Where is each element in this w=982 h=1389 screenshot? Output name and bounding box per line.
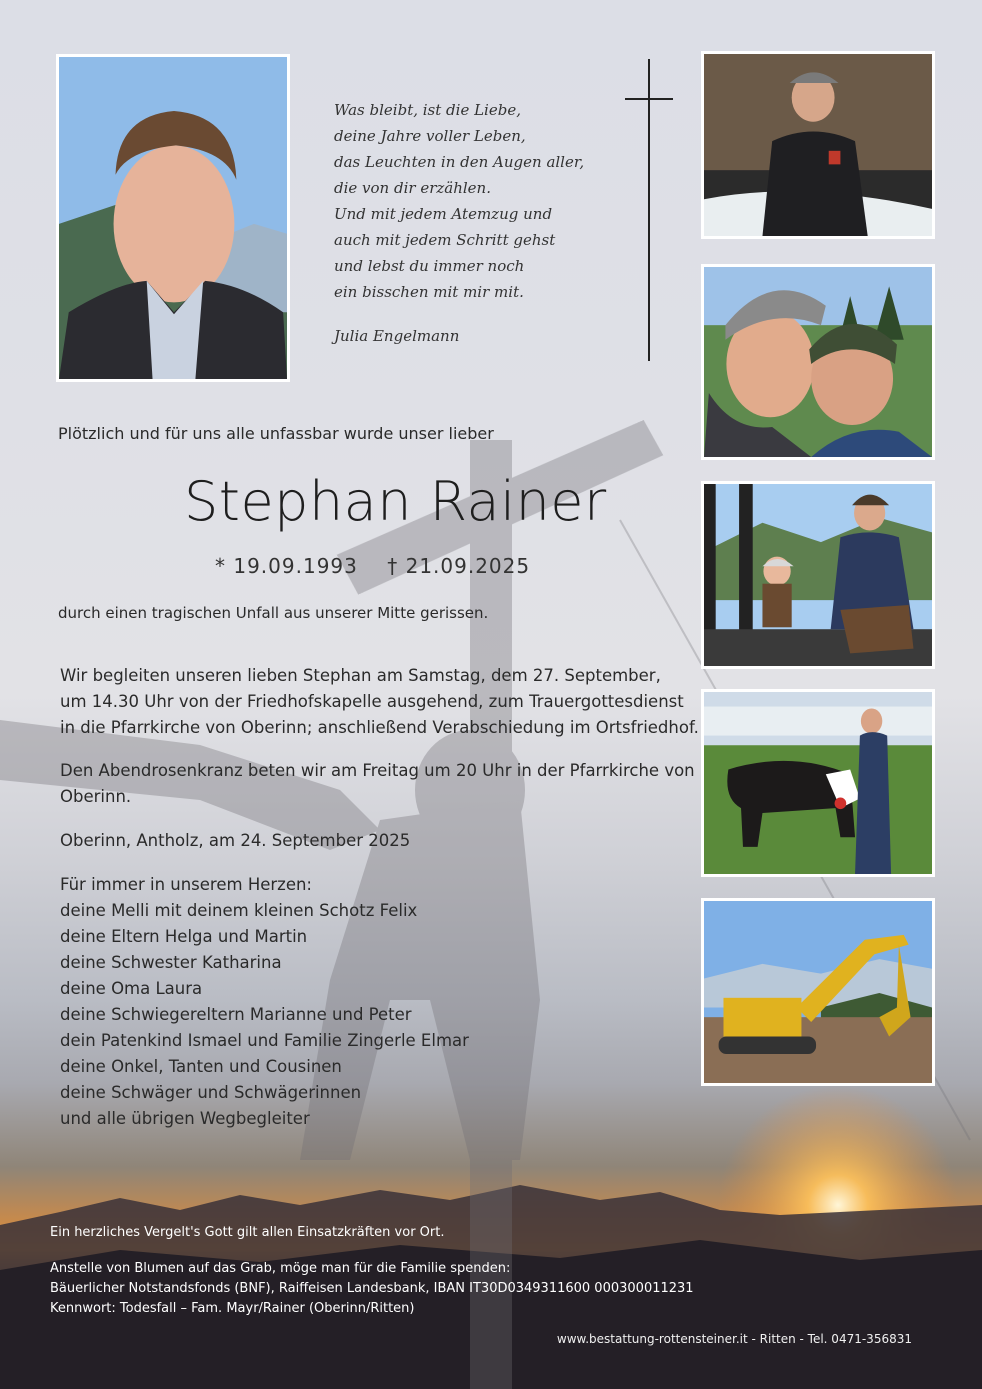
mourner-line: deine Schwäger und Schwägerinnen: [60, 1083, 362, 1102]
place-date: [60, 828, 410, 854]
mourner-line: deine Eltern Helga und Martin: [60, 927, 308, 946]
mourner-line: deine Melli mit deinem kleinen Schotz Felix: [60, 901, 418, 920]
poem-line: ein bisschen mit mir mit.: [334, 283, 524, 301]
death-date: † 21.09.2025: [387, 554, 531, 578]
rosary-line: Oberinn.: [60, 787, 132, 806]
place-date-text: Oberinn, Antholz, am 24. September 2025: [60, 831, 411, 850]
portrait-photo: [56, 54, 290, 382]
rosary-details: [60, 758, 695, 810]
funeral-line: um 14.30 Uhr von der Friedhofskapelle ausgehend, zum Trauergottesdienst: [60, 692, 684, 711]
life-dates: [215, 554, 552, 578]
cross-icon-bar: [625, 98, 673, 100]
donation-line: Bäuerlicher Notstandsfonds (BNF), Raiffeisen Landesbank, IBAN IT30D0349311600 000300011231: [50, 1281, 694, 1296]
poem-line: auch mit jedem Schritt gehst: [334, 231, 556, 249]
mourners-heading: Für immer in unserem Herzen:: [60, 875, 312, 894]
photo-excavator: [701, 898, 935, 1086]
cross-icon: [648, 59, 650, 361]
poem-line: deine Jahre voller Leben,: [334, 127, 526, 145]
poem-line: Was bleibt, ist die Liebe,: [334, 101, 521, 119]
funeral-line: in die Pfarrkirche von Oberinn; anschließend Verabschiedung im Ortsfriedhof.: [60, 718, 699, 737]
donation-line: Kennwort: Todesfall – Fam. Mayr/Rainer (Oberinn/Ritten): [50, 1301, 415, 1316]
mourner-line: dein Patenkind Ismael und Familie Zingerle Elmar: [60, 1031, 469, 1050]
deceased-name: Stephan Rainer: [184, 470, 607, 533]
photo-cable-car: [701, 481, 935, 669]
mourner-line: deine Schwiegereltern Marianne und Peter: [60, 1005, 412, 1024]
mourners-list: [60, 872, 469, 1132]
intro-text: Plötzlich und für uns alle unfassbar wurde unser lieber: [58, 424, 494, 443]
donation-line: Anstelle von Blumen auf das Grab, möge man für die Familie spenden:: [50, 1261, 511, 1276]
thanks-text: Ein herzliches Vergelt's Gott gilt allen Einsatzkräften vor Ort.: [50, 1225, 445, 1240]
poem-line: Und mit jedem Atemzug und: [334, 205, 553, 223]
mourner-line: und alle übrigen Wegbegleiter: [60, 1109, 310, 1128]
rosary-line: Den Abendrosenkranz beten wir am Freitag um 20 Uhr in der Pfarrkirche von: [60, 761, 695, 780]
poem-line: das Leuchten in den Augen aller,: [334, 153, 585, 171]
mourner-line: deine Schwester Katharina: [60, 953, 282, 972]
poem-line: die von dir erzählen.: [334, 179, 491, 197]
mourner-line: deine Oma Laura: [60, 979, 203, 998]
donation-note: [50, 1259, 694, 1319]
birth-date: * 19.09.1993: [215, 554, 358, 578]
thanks-note: [50, 1223, 444, 1243]
photo-cattle-show: [701, 689, 935, 877]
poem-line: und lebst du immer noch: [334, 257, 525, 275]
funeral-details: [60, 663, 699, 741]
mourner-line: deine Onkel, Tanten und Cousinen: [60, 1057, 342, 1076]
memorial-poem: [334, 97, 584, 349]
funeral-line: Wir begleiten unseren lieben Stephan am Samstag, dem 27. September,: [60, 666, 661, 685]
funeral-home-contact: www.bestattung-rottensteiner.it - Ritten - Tel. 0471-356831: [556, 1332, 912, 1346]
circumstance-text: durch einen tragischen Unfall aus unserer Mitte gerissen.: [58, 604, 489, 622]
photo-couple-selfie: [701, 264, 935, 460]
poem-author: Julia Engelmann: [334, 327, 460, 345]
photo-construction-site: [701, 51, 935, 239]
